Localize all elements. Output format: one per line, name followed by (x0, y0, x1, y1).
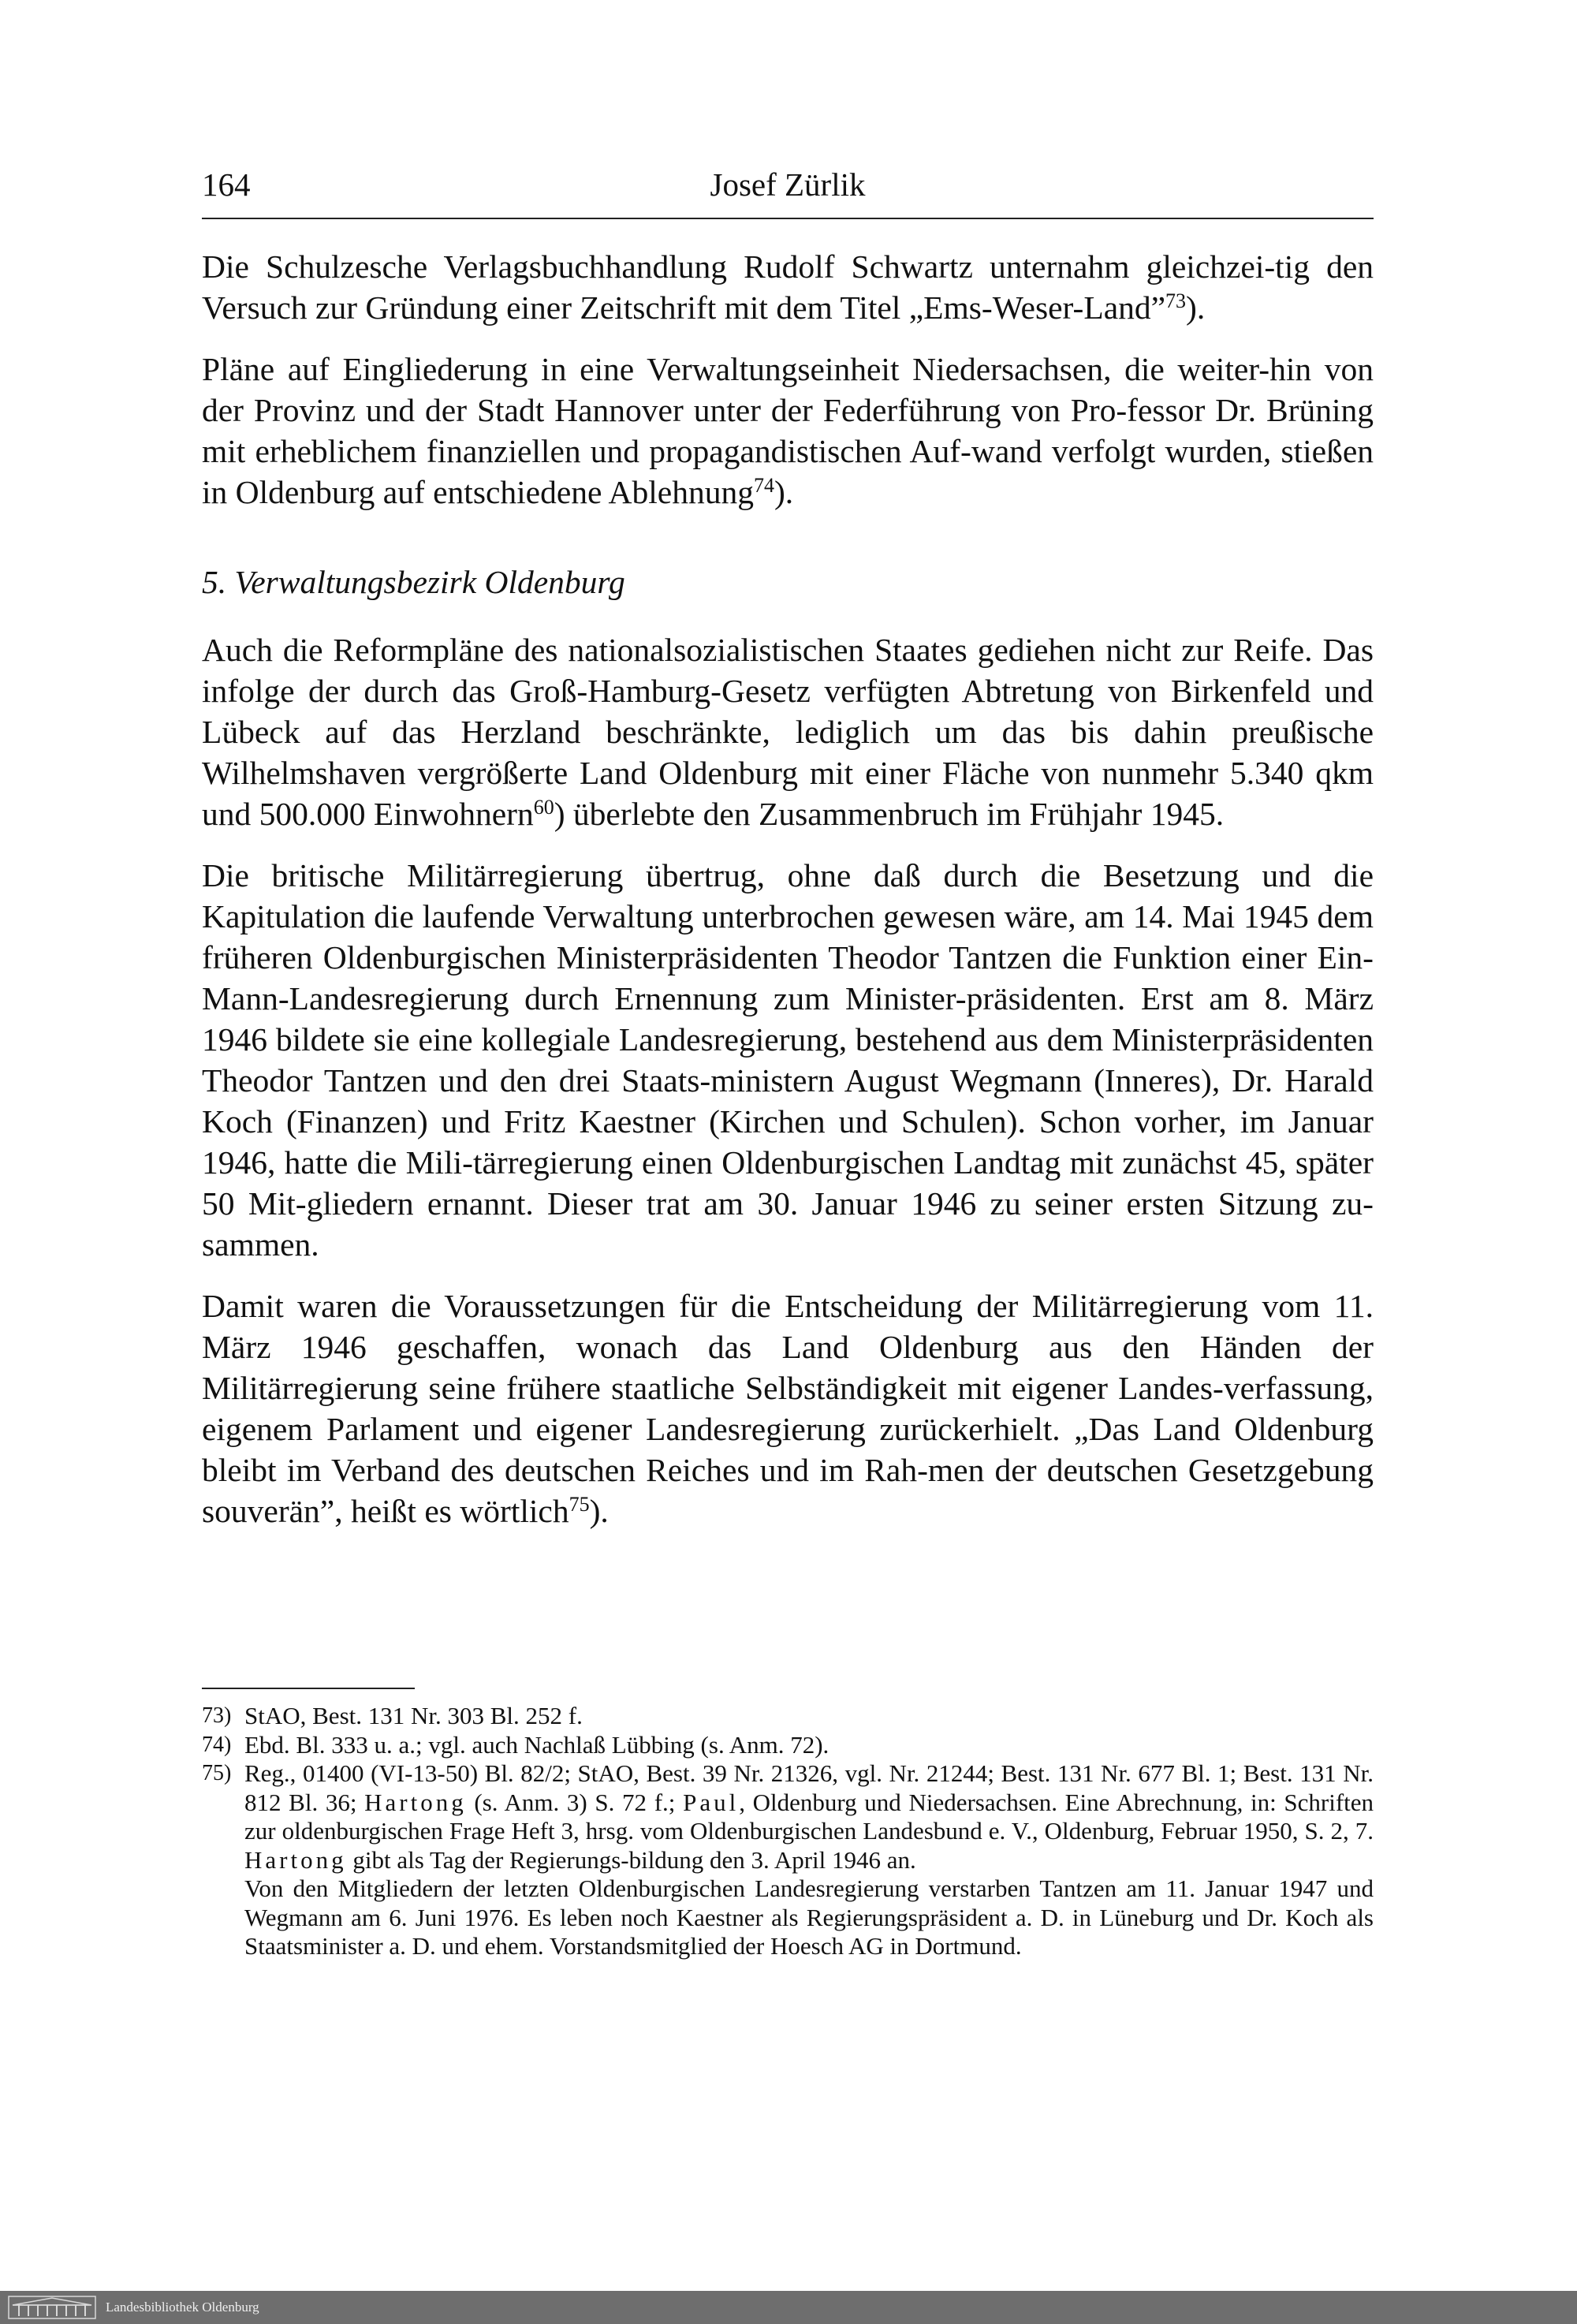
footnotes (202, 1702, 1374, 1961)
library-name: Landesbibliothek Oldenburg (106, 2300, 259, 2315)
paragraph: Auch die Reformpläne des nationalsozialistischen Staates gediehen nicht zur Reife. Das infolge der durch das Groß-Hamburg-Gesetz verfügten Abtretung von Birkenfeld und Lübeck auf das Herzland beschränkte, lediglich um das bis dahin preußische Wilhelmshaven vergrößerte Land Oldenburg mit einer Fläche von nunmehr 5.340 qkm und 500.000 Einwohnern$^{60}$) überlebte den Zusammenbruch im Frühjahr 1945. (202, 632, 1374, 832)
author-name: Hartong (244, 1845, 347, 1874)
footnote-text: StAO, Best. 131 Nr. 303 Bl. 252 f. (244, 1702, 583, 1729)
footnote-ref[interactable]: 60 (533, 796, 554, 819)
library-footer (0, 2291, 1577, 2324)
page-header (202, 161, 1374, 219)
paragraph: Damit waren die Voraussetzungen für die Entscheidung der Militärregierung vom 11. März 1946 geschaffen, wonach das Land Oldenburg aus den Händen der Militärregierung seine frühere staatliche Selbständigkeit mit eigener Landes-verfassung, eigenem Parlament und eigener Landesregierung zurückerhielt. „Das Land Oldenburg bleibt im Verband des deutschen Reiches und im Rah-men der deutschen Gesetzgebung souverän”, heißt es wörtlich$^{75}$). (202, 1288, 1374, 1529)
running-title: Josef Zürlik (710, 166, 866, 203)
paragraph: Pläne auf Eingliederung in eine Verwaltungseinheit Niedersachsen, die weiter-hin von der Provinz und der Stadt Hannover unter der Federführung von Pro-fessor Dr. Brüning mit erheblichem finanziellen und propagandistischen Auf-wand verfolgt wurden, stießen in Oldenburg auf entschiedene Ablehnung$^{74}$). (202, 351, 1374, 510)
paragraph: Die britische Militärregierung übertrug, ohne daß durch die Besetzung und die Kapitulation die laufende Verwaltung unterbrochen gewesen wäre, am 14. Mai 1945 dem früheren Oldenburgischen Ministerpräsidenten Theodor Tantzen die Funktion einer Ein-Mann-Landesregierung durch Ernennung zum Minister-präsidenten. Erst am 8. März 1946 bildete sie eine kollegiale Landesregierung, bestehend aus dem Ministerpräsidenten Theodor Tantzen und den drei Staats-ministern August Wegmann (Inneres), Dr. Harald Koch (Finanzen) und Fritz Kaestner (Kirchen und Schulen). Schon vorher, im Januar 1946, hatte die Mili-tärregierung einen Oldenburgischen Landtag mit zunächst 45, später 50 Mit-gliedern ernannt. Dieser trat am 30. Januar 1946 zu seiner ersten Sitzung zu-sammen. (202, 857, 1374, 1263)
footnote-74 (202, 1731, 1374, 1760)
footnote-marker: 73) (202, 1703, 232, 1728)
footnote-ref[interactable]: 75 (569, 1493, 590, 1516)
footnote-73 (202, 1702, 1374, 1731)
footnote-marker: 75) (202, 1761, 232, 1785)
section-heading: 5. Verwaltungsbezirk Oldenburg (202, 564, 625, 600)
author-name: Hartong (364, 1788, 467, 1816)
footnote-ref[interactable]: 73 (1165, 289, 1187, 312)
main-text (202, 246, 1374, 1552)
footnote-ref[interactable]: 74 (753, 474, 774, 497)
page-number: 164 (202, 166, 251, 203)
author-name: Paul (683, 1788, 740, 1816)
footnote-divider (202, 1688, 415, 1689)
paragraph: Die Schulzesche Verlagsbuchhandlung Rudolf Schwartz unternahm gleichzei-tig den Versuch zur Gründung einer Zeitschrift mit dem Titel „Ems-Weser-Land”$^{73}$). (202, 248, 1374, 326)
library-building-icon (8, 2296, 96, 2319)
footnote-marker: 74) (202, 1732, 232, 1757)
footnote-text: Reg., 01400 (VI-13-50) Bl. 82/2; StAO, Best. 39 Nr. 21326, vgl. Nr. 21244; Best. 131 Nr. 677 Bl. 1; Best. 131 Nr. 812 Bl. 36; Hartong (s. Anm. 3) S. 72 f.; Paul, Oldenburg und Niedersachsen. Eine Abrechnung, in: Schriften zur oldenburgischen Frage Heft 3, hrsg. vom Oldenburgischen Landesbund e. V., Oldenburg, Februar 1950, S. 2, 7. Hartong gibt als Tag der Regierungs-bildung den 3. April 1946 an. Von den Mitgliedern der letzten Oldenburgischen Landesregierung verstarben Tantzen am 11. Januar 1947 und Wegmann am 6. Juni 1976. Es leben noch Kaestner als Regierungspräsident a. D. in Lüneburg und Dr. Koch als Staatsminister a. D. und ehem. Vorstandsmitglied der Hoesch AG in Dortmund. (244, 1759, 1374, 1960)
footnote-75 (202, 1759, 1374, 1961)
footnote-text: Ebd. Bl. 333 u. a.; vgl. auch Nachlaß Lübbing (s. Anm. 72). (244, 1730, 830, 1759)
